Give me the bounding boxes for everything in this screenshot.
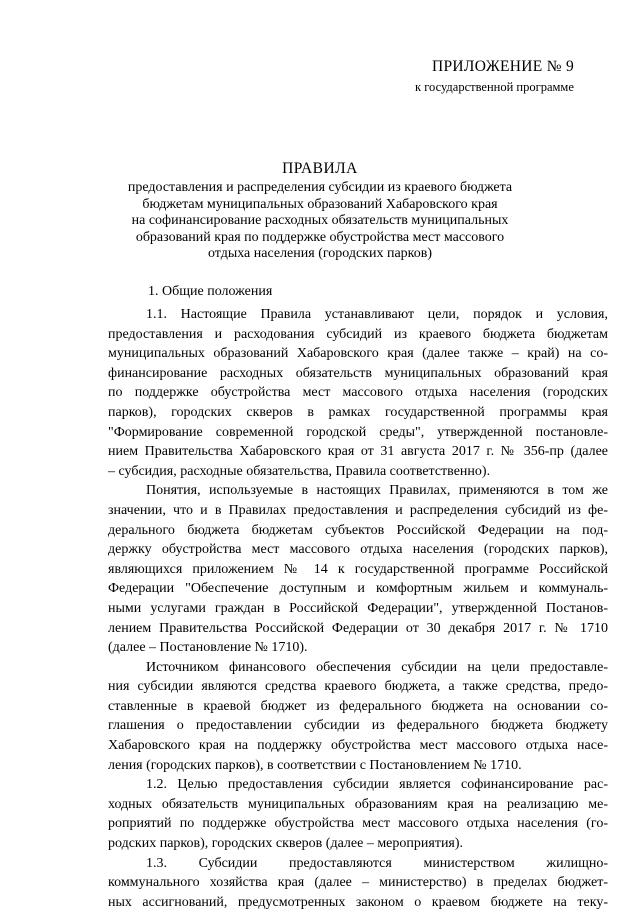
paragraph-line: финансирование расходных обязательств муниципальных образований края [108,365,608,381]
paragraph-line: глашения о предоставлении субсидии из федерального бюджета бюджету [108,718,608,734]
paragraph-line: ления (городских парков), в соответствии с Постановлением № 1710. [108,757,522,773]
paragraph-line: являющихся приложением № 14 к государственной программе Российской [108,561,608,577]
paragraph-line: родских парков), городских скверов (далее – мероприятия). [108,836,464,852]
paragraph-line: ными услугами граждан в Российской Федерации", утвержденной Постанов- [108,600,608,616]
paragraph-line: Федерации "Обеспечение доступным и комфортным жильем и коммуналь- [108,581,608,597]
subtitle-line: бюджетам муниципальных образований Хабаровского края [142,196,498,212]
paragraph [108,305,608,481]
paragraph-line: Хабаровского края на поддержку обустройства мест массового отдыха насе- [108,738,608,754]
paragraph [108,854,608,912]
subtitle-line: образований края по поддержке обустройства мест массового [135,229,505,245]
paragraph-line: 1.2. Целью предоставления субсидии является софинансирование рас- [146,777,608,793]
paragraph-line: 1.3. Субсидии предоставляются министерством жилищно- [146,855,608,871]
paragraph-line: муниципальных образований Хабаровского края (далее также – край) на со- [108,346,608,362]
section-heading: 1. Общие положения [148,284,273,299]
paragraph-line: – субсидия, расходные обязательства, Правила соответственно). [108,463,491,479]
appendix-sublabel: к государственной программе [415,80,574,94]
paragraph-line: дерального бюджета бюджетам субъектов Российской Федерации на под- [108,522,608,538]
paragraph-line: нием Правительства Хабаровского края от 31 августа 2017 г. № 356-пр (далее [108,444,608,460]
appendix-label: ПРИЛОЖЕНИЕ № 9 [432,58,575,75]
paragraph [108,481,608,657]
paragraph [108,775,608,853]
paragraph-line: держку обустройства мест массового отдыха населения (городских парков), [108,542,608,558]
subtitle-line: предоставления и распределения субсидии из краевого бюджета [127,180,513,195]
paragraph-line: Понятия, используемые в настоящих Правилах, применяются в том же [146,483,608,499]
paragraph-line: "Формирование современной городской среды", утвержденной постановле- [108,424,608,440]
paragraph-line: ния субсидии являются средства краевого бюджета, а также средства, предо- [108,679,608,695]
document-body [108,305,608,912]
subtitle-line: на софинансирование расходных обязательств муниципальных [131,213,509,228]
document-title: ПРАВИЛА [282,160,358,177]
paragraph-line: роприятий по поддержке обустройства мест массового отдыха населения (го- [108,816,608,832]
paragraph-line: лением Правительства Российской Федерации от 30 декабря 2017 г. № 1710 [108,620,608,636]
paragraph [108,658,608,776]
paragraph-line: Источником финансового обеспечения субсидии на цели предоставле- [146,659,608,675]
paragraph-line: по поддержке обустройства мест массового отдыха населения (городских [108,385,608,401]
paragraph-line: ходных обязательств муниципальных образованиям края на реализацию ме- [108,796,608,812]
paragraph-line: значении, что и в Правилах предоставления и распределения субсидий из фе- [108,502,608,518]
paragraph-line: коммунального хозяйства края (далее – министерство) в пределах бюджет- [108,875,608,891]
paragraph-line: 1.1. Настоящие Правила устанавливают цели, порядок и условия, [146,307,608,322]
subtitle-line: отдыха населения (городских парков) [207,246,433,261]
paragraph-line: парков), городских скверов в рамках государственной программы края [108,404,608,420]
document-subtitle [120,180,520,263]
paragraph-line: ставленные в краевой бюджет из федерального бюджета на основании со- [108,698,608,714]
paragraph-line: предоставления и расходования субсидий из краевого бюджета бюджетам [108,326,608,342]
paragraph-line: (далее – Постановление № 1710). [108,640,308,656]
paragraph-line: ных ассигнований, предусмотренных законом о краевом бюджете на теку- [108,894,608,910]
